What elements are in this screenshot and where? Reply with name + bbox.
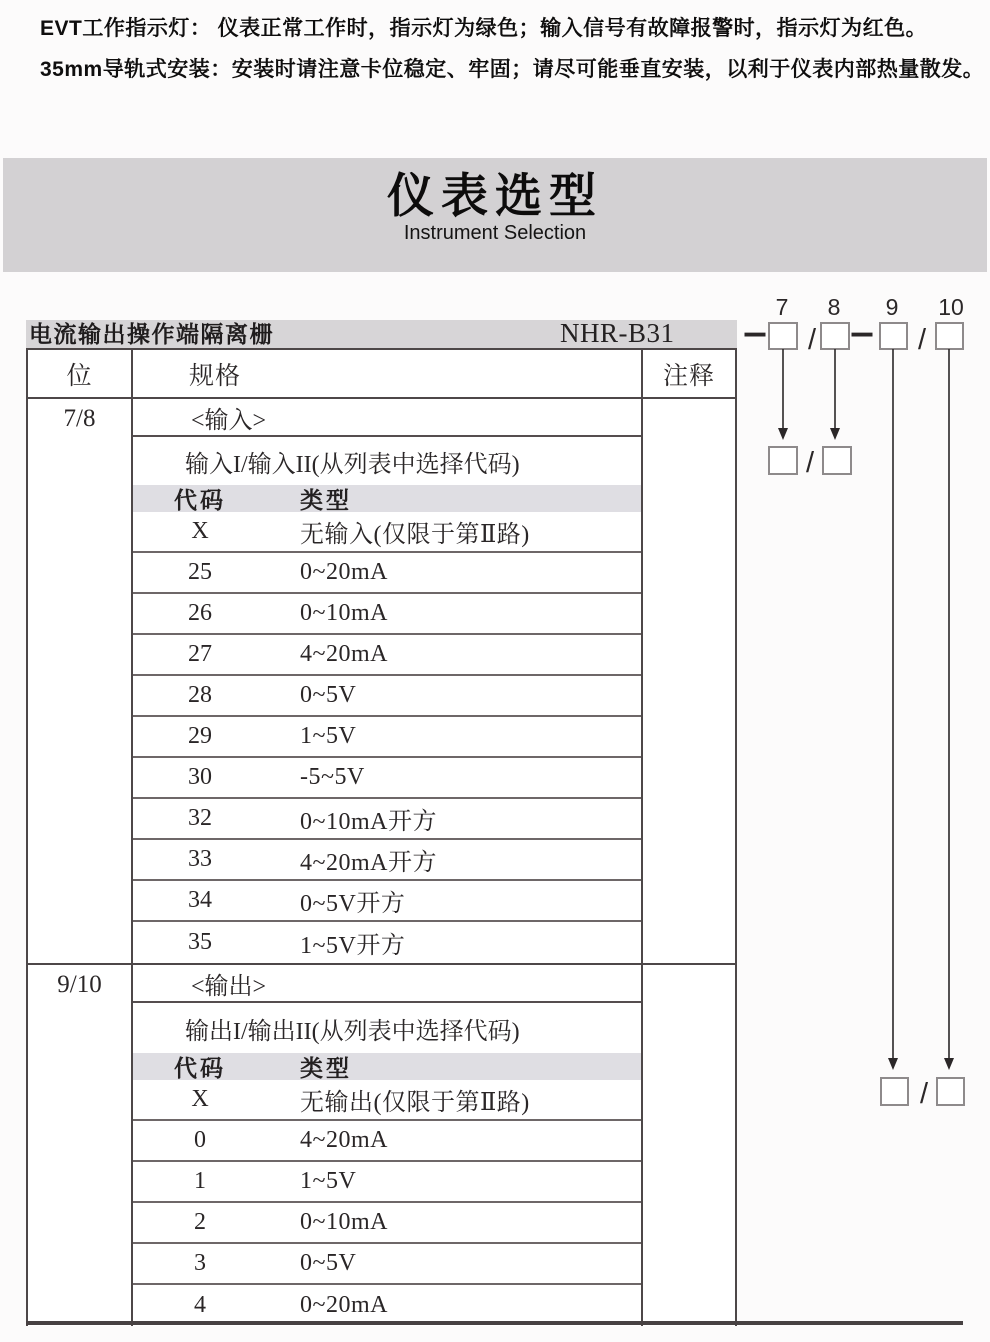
row-code: 33 bbox=[188, 846, 212, 872]
row-code: X bbox=[191, 518, 209, 544]
subtitle-row bbox=[133, 1003, 641, 1053]
table-row bbox=[133, 799, 641, 840]
table-row bbox=[133, 594, 641, 635]
col-header-position: 位 bbox=[28, 350, 133, 397]
spec-cell bbox=[133, 965, 643, 1326]
col-header-note: 注释 bbox=[662, 362, 715, 390]
row-type: 0~10mA bbox=[300, 600, 388, 626]
subtitle-label: 输入I/输入II(从列表中选择代码) bbox=[185, 451, 520, 478]
arrowhead-9 bbox=[888, 1058, 898, 1070]
row-type: 0~5V bbox=[300, 682, 357, 708]
table-row bbox=[133, 1203, 641, 1244]
row-code: 2 bbox=[194, 1209, 206, 1235]
table-row bbox=[133, 553, 641, 594]
table-row bbox=[133, 717, 641, 758]
position-cell bbox=[28, 965, 133, 1326]
position-label: 9/10 bbox=[57, 971, 102, 998]
input-code-box-1 bbox=[769, 447, 797, 474]
row-type: 4~20mA开方 bbox=[300, 850, 437, 876]
code-header-label: 代码 bbox=[174, 488, 226, 513]
subtitle-label: 输出I/输出II(从列表中选择代码) bbox=[185, 1018, 520, 1045]
table-section-1 bbox=[28, 963, 735, 1326]
row-type: 1~5V bbox=[300, 1168, 357, 1194]
arrowhead-10 bbox=[944, 1058, 954, 1070]
output-code-box-1 bbox=[881, 1078, 908, 1105]
note-din-rail: 35mm导轨式安装：安装时请注意卡位稳定、牢固；请尽可能垂直安装，以利于仪表内部热量散发。 bbox=[40, 58, 985, 81]
row-type: 4~20mA bbox=[300, 1127, 388, 1153]
row-code: 26 bbox=[188, 600, 212, 626]
group-row bbox=[133, 399, 641, 437]
dash-separator: — bbox=[745, 324, 765, 345]
table-header-row bbox=[28, 350, 735, 399]
position-cell bbox=[28, 399, 133, 963]
output-code-box-2 bbox=[937, 1078, 964, 1105]
banner-subtitle: Instrument Selection bbox=[403, 222, 587, 245]
slash-separator: / bbox=[807, 324, 817, 356]
table-row bbox=[133, 635, 641, 676]
row-type: 0~10mA开方 bbox=[300, 809, 437, 835]
code-box-8 bbox=[821, 323, 849, 349]
table-row bbox=[133, 922, 641, 963]
row-code: 32 bbox=[188, 805, 212, 831]
code-header-label: 代码 bbox=[174, 1056, 226, 1081]
slash-separator: / bbox=[917, 324, 927, 356]
slash-separator: / bbox=[919, 1078, 929, 1110]
table-sections bbox=[28, 399, 735, 1326]
row-type: 0~5V bbox=[300, 1250, 357, 1276]
arrowhead-8 bbox=[830, 428, 840, 440]
banner-title: 仪表选型 bbox=[387, 169, 603, 222]
row-type: 0~20mA bbox=[300, 1292, 388, 1318]
code-type-header bbox=[133, 1053, 641, 1080]
bottom-rule bbox=[26, 1321, 963, 1325]
product-name: 电流输出操作端隔离栅 bbox=[29, 321, 274, 347]
row-type: 0~20mA bbox=[300, 559, 388, 585]
arrowhead-7 bbox=[778, 428, 788, 440]
product-model: NHR-B31 bbox=[560, 318, 675, 348]
table-row bbox=[133, 1244, 641, 1285]
row-type: 1~5V开方 bbox=[300, 933, 406, 959]
table-row bbox=[133, 512, 641, 553]
code-type-header bbox=[133, 485, 641, 512]
group-row bbox=[133, 965, 641, 1003]
row-code: 0 bbox=[194, 1127, 206, 1153]
table-row bbox=[133, 758, 641, 799]
type-header-label: 类型 bbox=[300, 488, 352, 513]
slash-separator: / bbox=[805, 447, 815, 479]
row-code: 25 bbox=[188, 559, 212, 585]
col-header-spec: 规格 bbox=[133, 350, 643, 397]
spec-cell bbox=[133, 399, 643, 963]
digit-9: 9 bbox=[885, 294, 899, 320]
group-label: <输出> bbox=[191, 973, 267, 1000]
note-cell bbox=[643, 399, 735, 963]
digit-8: 8 bbox=[827, 294, 841, 320]
table-row bbox=[133, 676, 641, 717]
note-evt-indicator: EVT工作指示灯： 仪表正常工作时，指示灯为绿色；输入信号有故障报警时，指示灯为红色。 bbox=[40, 17, 928, 40]
subtitle-row bbox=[133, 437, 641, 485]
table-row bbox=[133, 840, 641, 881]
row-code: 35 bbox=[188, 929, 212, 955]
row-type: 1~5V bbox=[300, 723, 357, 749]
code-box-10 bbox=[936, 323, 963, 349]
row-code: 4 bbox=[194, 1292, 206, 1318]
type-header-label: 类型 bbox=[300, 1056, 352, 1081]
row-type: 无输出(仅限于第Ⅱ路) bbox=[300, 1090, 530, 1116]
row-type: 无输入(仅限于第Ⅱ路) bbox=[300, 522, 530, 548]
code-box-9 bbox=[880, 323, 907, 349]
table-row bbox=[133, 1080, 641, 1121]
row-type: 4~20mA bbox=[300, 641, 388, 667]
group-label: <输入> bbox=[191, 407, 267, 434]
digit-7: 7 bbox=[775, 294, 789, 320]
row-type: 0~10mA bbox=[300, 1209, 388, 1235]
row-code: 28 bbox=[188, 682, 212, 708]
row-code: 1 bbox=[194, 1168, 206, 1194]
row-code: 27 bbox=[188, 641, 212, 667]
table-row bbox=[133, 1162, 641, 1203]
selection-table bbox=[26, 320, 737, 1326]
table-row bbox=[133, 881, 641, 922]
product-strip bbox=[26, 320, 737, 348]
table-row bbox=[133, 1285, 641, 1326]
note-cell bbox=[643, 965, 735, 1326]
row-code: X bbox=[191, 1086, 209, 1112]
dash-separator: — bbox=[852, 324, 872, 345]
table-section-0 bbox=[28, 399, 735, 963]
input-code-box-2 bbox=[823, 447, 851, 474]
code-box-7 bbox=[769, 323, 797, 349]
row-type: 0~5V开方 bbox=[300, 891, 406, 917]
row-code: 3 bbox=[194, 1250, 206, 1276]
section-banner bbox=[3, 158, 987, 272]
row-code: 34 bbox=[188, 887, 212, 913]
selection-grid bbox=[26, 348, 737, 1326]
table-row bbox=[133, 1121, 641, 1162]
digit-10: 10 bbox=[938, 294, 964, 320]
position-label: 7/8 bbox=[63, 405, 96, 432]
row-type: -5~5V bbox=[300, 764, 365, 790]
row-code: 30 bbox=[188, 764, 212, 790]
row-code: 29 bbox=[188, 723, 212, 749]
